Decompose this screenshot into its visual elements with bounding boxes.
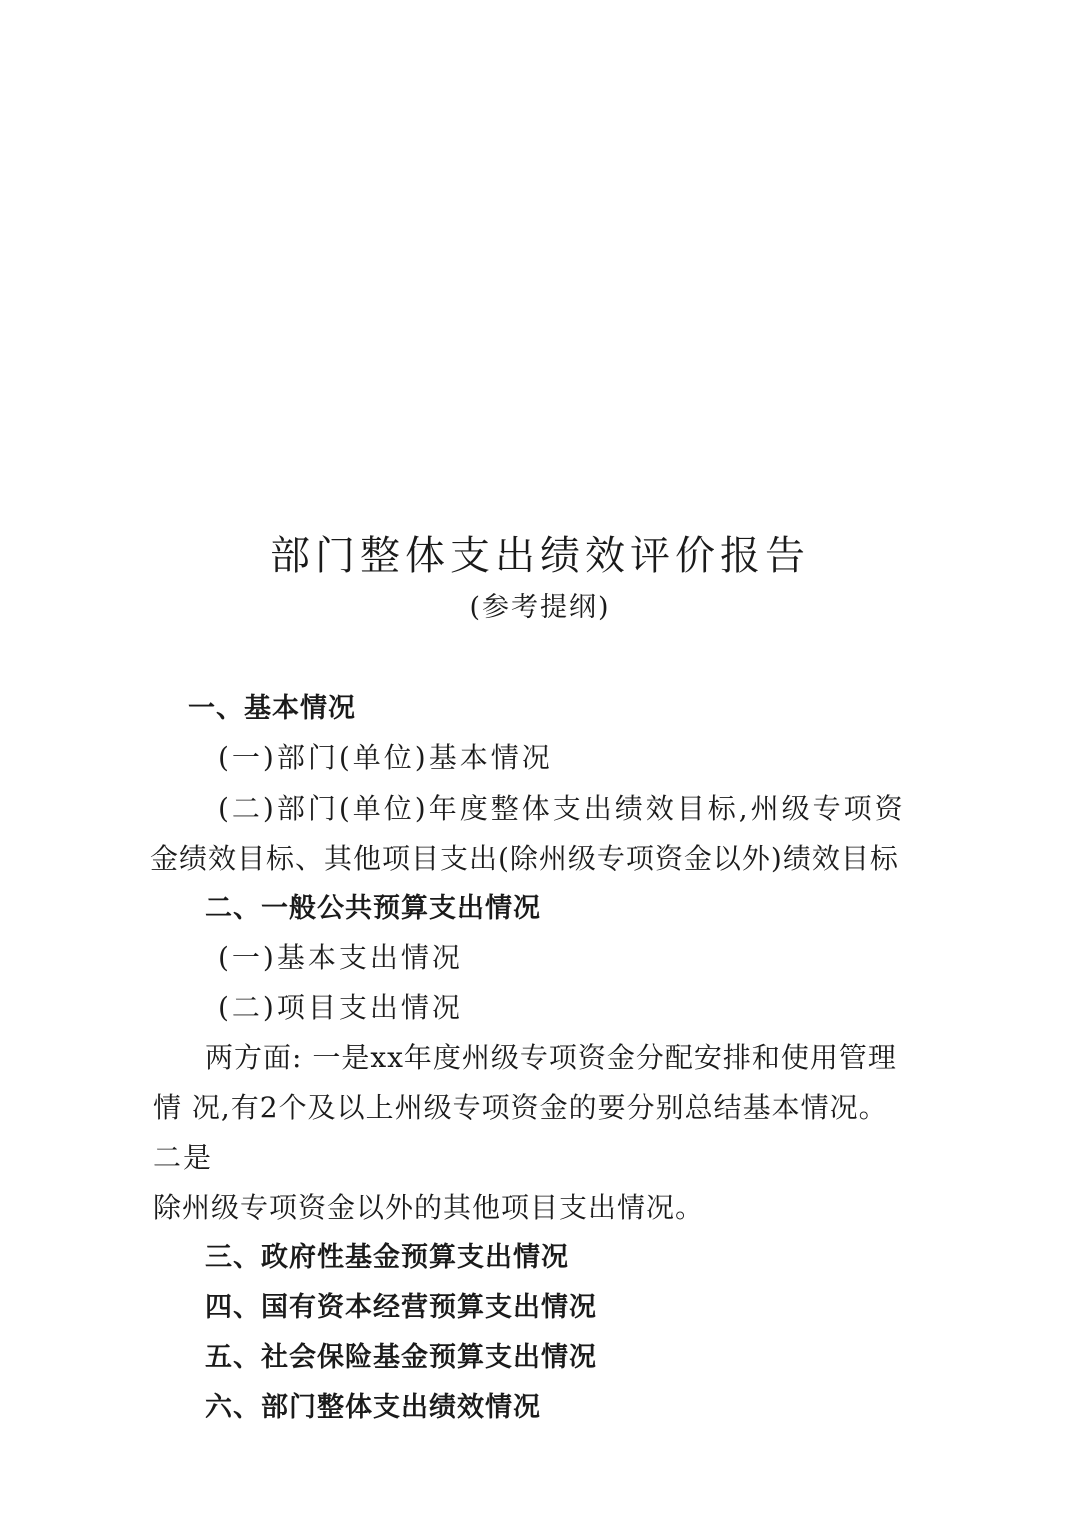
document-subtitle: (参考提纲) bbox=[469, 592, 611, 623]
subsection-project-expenditure: (二)项目支出情况 bbox=[218, 991, 463, 1024]
document-title: 部门整体支出绩效评价报告 bbox=[270, 533, 810, 579]
subsection-dept-basic-info: (一)部门(单位)基本情况 bbox=[218, 741, 553, 774]
section-heading-basic-info: 一、基本情况 bbox=[188, 693, 356, 724]
paragraph-line-3: 二是 bbox=[153, 1141, 214, 1174]
paragraph-line-4: 除州级专项资金以外的其他项目支出情况。 bbox=[153, 1191, 705, 1224]
subsection-performance-goals-line2: 金绩效目标、其他项目支出(除州级专项资金以外)绩效目标 bbox=[150, 842, 899, 875]
subsection-performance-goals-line1: (二)部门(单位)年度整体支出绩效目标,州级专项资 bbox=[218, 792, 906, 825]
section-heading-overall-performance: 六、部门整体支出绩效情况 bbox=[205, 1392, 541, 1423]
section-heading-social-insurance: 五、社会保险基金预算支出情况 bbox=[205, 1342, 597, 1373]
subsection-basic-expenditure: (一)基本支出情况 bbox=[218, 941, 463, 974]
section-heading-general-budget: 二、一般公共预算支出情况 bbox=[205, 893, 541, 924]
section-heading-government-fund: 三、政府性基金预算支出情况 bbox=[205, 1242, 569, 1273]
section-heading-state-capital: 四、国有资本经营预算支出情况 bbox=[205, 1292, 597, 1323]
paragraph-line-1: 两方面: 一是xx年度州级专项资金分配安排和使用管理 bbox=[205, 1041, 897, 1074]
paragraph-line-2: 情 况,有2个及以上州级专项资金的要分别总结基本情况。 bbox=[153, 1091, 888, 1124]
